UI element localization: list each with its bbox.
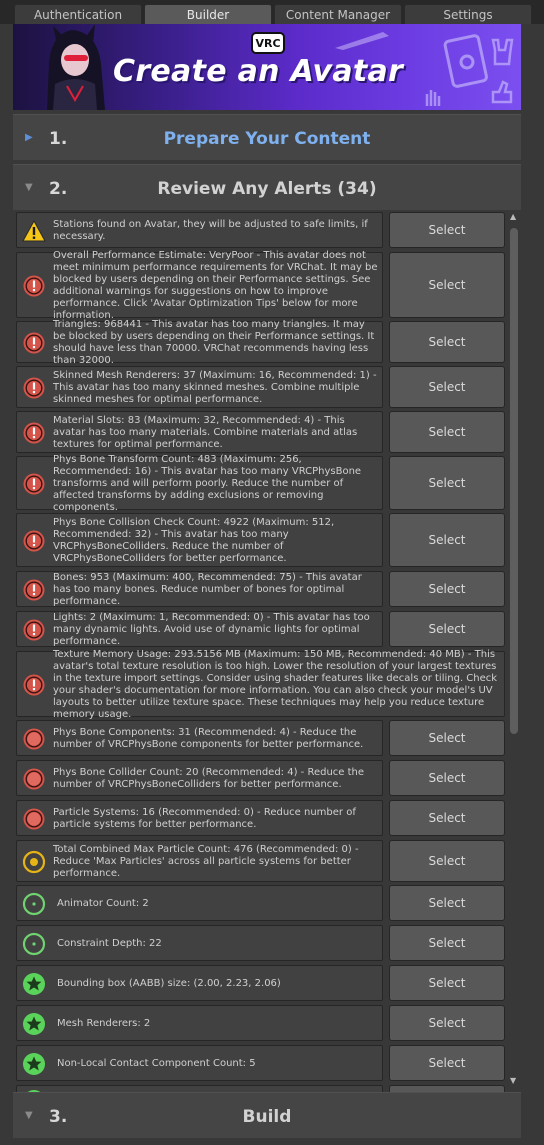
select-button[interactable]: Select — [389, 800, 505, 836]
section-title: Build — [242, 1107, 292, 1127]
alert-text: Stations found on Avatar, they will be adjusted to safe limits, if necessary. — [53, 219, 368, 242]
section-prepare-content[interactable] — [13, 114, 521, 160]
alert-message — [16, 454, 383, 513]
alert-text: Phys Bone Components: 31 (Recommended: 4) - Reduce the number of VRCPhysBone components for better performance. — [53, 727, 364, 750]
select-button[interactable]: Select — [389, 513, 505, 567]
alert-text: Material Slots: 83 (Maximum: 32, Recommended: 4) - This avatar has too many materials. Combine materials and atlas textures for optimal performance. — [53, 415, 358, 450]
alert-message — [16, 1005, 383, 1041]
alert-text: Total Combined Max Particle Count: 476 (Recommended: 0) - Reduce 'Max Particles' across all particle systems for better performance. — [53, 844, 359, 879]
select-button[interactable]: Select — [389, 456, 505, 510]
select-button[interactable]: Select — [389, 212, 505, 248]
scroll-down-arrow-icon[interactable]: ▼ — [510, 1076, 517, 1085]
expanded-arrow-icon[interactable]: ▼ — [25, 1110, 33, 1121]
alert-text: Particle Systems: 16 (Recommended: 0) - Reduce number of particle systems for better performance. — [53, 807, 356, 830]
thumbs-up-icon — [489, 78, 515, 106]
rock-hand-icon — [489, 36, 517, 66]
select-button[interactable]: Select — [389, 925, 505, 961]
alert-message — [16, 649, 505, 720]
section-title: Review Any Alerts (34) — [157, 179, 377, 199]
alert-message — [16, 611, 383, 647]
alert-message — [16, 760, 383, 796]
select-button[interactable]: Select — [389, 611, 505, 647]
tab-builder[interactable]: Builder — [144, 4, 272, 24]
alert-message — [16, 319, 383, 366]
section-title: Prepare Your Content — [163, 129, 371, 149]
error-icon — [22, 618, 46, 642]
alert-message — [16, 571, 383, 607]
error-icon — [22, 529, 46, 553]
section-number: 2. — [49, 179, 68, 199]
section-number: 1. — [49, 129, 68, 149]
error-icon — [22, 376, 46, 400]
expanded-arrow-icon[interactable]: ▼ — [25, 182, 33, 193]
excellent-rating-icon — [22, 972, 46, 996]
select-button[interactable]: Select — [389, 252, 505, 318]
select-button[interactable]: Select — [389, 965, 505, 1001]
poor-rating-icon — [22, 767, 46, 791]
error-icon — [22, 331, 46, 355]
good-rating-icon — [22, 892, 46, 916]
alert-text: Triangles: 968441 - This avatar has too many triangles. It may be blocked by users depending on their Performance settings. It should have less than 70000. VRChat recommends having less than 32000. — [53, 319, 375, 366]
error-icon — [22, 274, 46, 298]
error-icon — [22, 472, 46, 496]
tab-bar — [0, 0, 544, 24]
alerts-scrollbar[interactable] — [507, 210, 521, 1086]
error-icon — [22, 673, 46, 697]
alert-message — [16, 885, 383, 921]
error-icon — [22, 578, 46, 602]
select-button[interactable]: Select — [389, 720, 505, 756]
hand-wave-icon — [423, 86, 445, 108]
alert-message — [16, 840, 383, 882]
pen-doodle-icon — [333, 28, 393, 52]
select-button[interactable]: Select — [389, 1005, 505, 1041]
alert-message — [16, 720, 383, 756]
avatar-character-illustration — [27, 24, 117, 110]
alert-text: Texture Memory Usage: 293.5156 MB (Maximum: 150 MB, Recommended: 40 MB) - This avatar's total texture resolution is too high. Lower the resolution of your largest textures in the texture import settings. Consider using shader features like decals or tiling. Check your shader's documentation for more information. You can also check your model's UV layouts to better utilize texture space. These techniques may help you reduce texture memory usage. — [53, 649, 498, 720]
select-button[interactable]: Select — [389, 840, 505, 882]
select-button[interactable]: Select — [389, 366, 505, 408]
banner-title: Create an Avatar — [113, 54, 404, 89]
scroll-up-arrow-icon[interactable]: ▲ — [510, 212, 517, 221]
alert-message — [16, 800, 383, 836]
alert-message — [16, 513, 383, 567]
alert-text: Mesh Renderers: 2 — [57, 1018, 151, 1029]
section-review-alerts[interactable] — [13, 164, 521, 210]
select-button[interactable]: Select — [389, 885, 505, 921]
alert-message — [16, 212, 383, 248]
alert-message — [16, 925, 383, 961]
alert-text: Lights: 2 (Maximum: 1, Recommended: 0) - This avatar has too many dynamic lights. Avoid use of dynamic lights for optimal performance. — [53, 612, 370, 647]
alert-text: Bones: 953 (Maximum: 400, Recommended: 75) - This avatar has too many bones. Reduce number of bones for optimal performance. — [53, 572, 362, 607]
section-build[interactable] — [13, 1092, 521, 1138]
vrc-logo: VRC — [251, 32, 285, 54]
alert-text: Animator Count: 2 — [57, 898, 149, 909]
alert-message — [16, 1045, 383, 1081]
select-button[interactable]: Select — [389, 760, 505, 796]
select-button[interactable]: Select — [389, 321, 505, 363]
excellent-rating-icon — [22, 1012, 46, 1036]
tab-content-manager[interactable]: Content Manager — [274, 4, 402, 24]
alert-text: Constraint Depth: 22 — [57, 938, 162, 949]
alert-text: Phys Bone Transform Count: 483 (Maximum: 256, Recommended: 16) - This avatar has too many VRCPhysBone transforms and will perform poorly. Reduce the number of affected transforms by adding exclusions or removing components. — [53, 454, 362, 513]
alert-text: Overall Performance Estimate: VeryPoor - This avatar does not meet minimum performance requirements for VRChat. It may be blocked by users depending on their Performance settings. See additional warnings for suggestions on how to improve performance. Click 'Avatar Optimization Tips' below for more information. — [53, 250, 378, 321]
collapsed-arrow-icon[interactable]: ▶ — [25, 132, 33, 143]
alert-message — [16, 965, 383, 1001]
tab-settings[interactable]: Settings — [404, 4, 532, 24]
alerts-list[interactable] — [13, 210, 521, 1086]
select-button[interactable]: Select — [389, 1045, 505, 1081]
alert-message — [16, 250, 383, 321]
alert-message — [16, 411, 383, 453]
select-button[interactable]: Select — [389, 571, 505, 607]
alert-message — [16, 366, 383, 408]
select-button[interactable]: Select — [389, 411, 505, 453]
excellent-rating-icon — [22, 1052, 46, 1076]
good-rating-icon — [22, 932, 46, 956]
tab-authentication[interactable]: Authentication — [14, 4, 142, 24]
scroll-thumb[interactable] — [510, 228, 518, 734]
error-icon — [22, 421, 46, 445]
warning-icon — [22, 219, 46, 243]
poor-rating-icon — [22, 807, 46, 831]
alert-text: Phys Bone Collision Check Count: 4922 (Maximum: 512, Recommended: 32) - This avatar has too many VRCPhysBoneColliders. Reduce the number of VRCPhysBoneColliders for better performance. — [53, 517, 335, 564]
section-number: 3. — [49, 1107, 68, 1127]
alert-text: Phys Bone Collider Count: 20 (Recommended: 4) - Reduce the number of VRCPhysBoneColliders for better performance. — [53, 767, 365, 790]
create-avatar-banner — [13, 24, 521, 110]
alert-text: Skinned Mesh Renderers: 37 (Maximum: 16, Recommended: 1) - This avatar has too many skinned meshes. Combine multiple skinned meshes for optimal performance. — [53, 370, 377, 405]
alert-text: Bounding box (AABB) size: (2.00, 2.23, 2.06) — [57, 978, 281, 989]
notebook-doodle-icon — [443, 34, 489, 90]
alert-text: Non-Local Contact Component Count: 5 — [57, 1058, 256, 1069]
poor-rating-icon — [22, 727, 46, 751]
medium-rating-icon — [22, 850, 46, 874]
